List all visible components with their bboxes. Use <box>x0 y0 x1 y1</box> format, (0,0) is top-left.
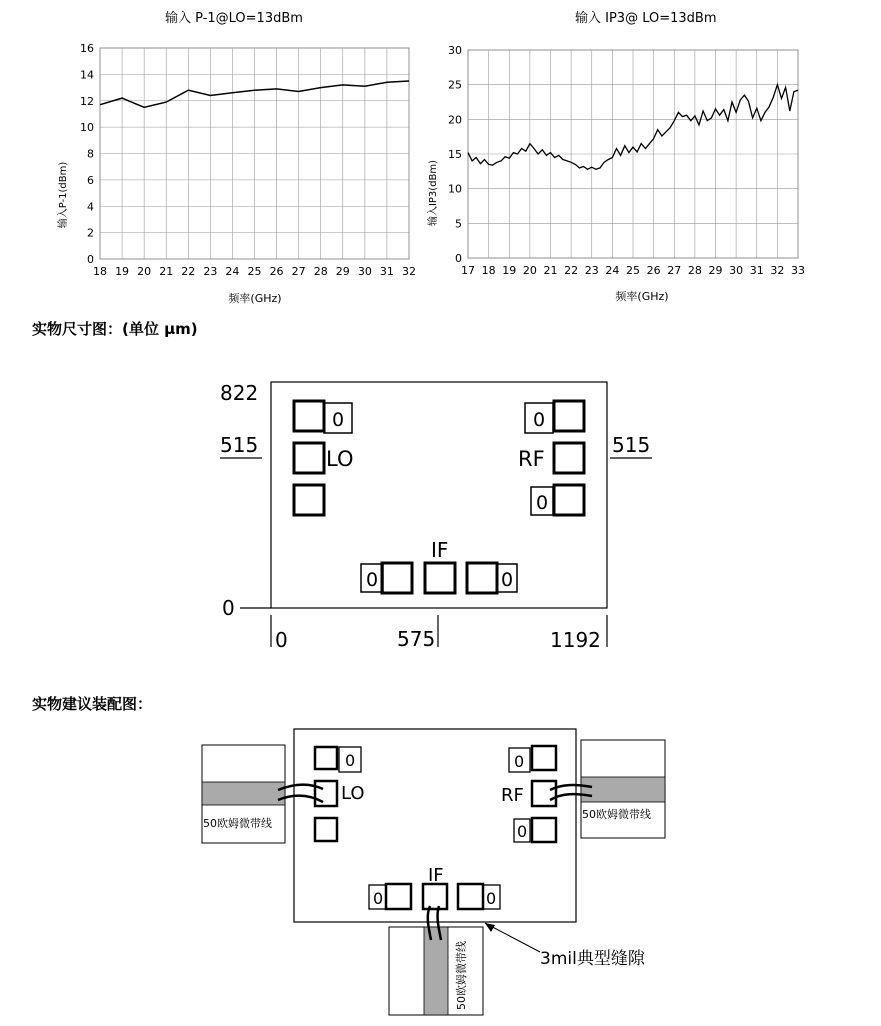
y-tick-label: 0 <box>87 253 94 266</box>
y-tick-label: 20 <box>448 113 462 127</box>
x-tick-label: 23 <box>584 264 599 277</box>
chart2-title: 输入 IP3@ LO=13dBm <box>575 11 717 26</box>
pad-if <box>425 563 455 593</box>
microstrip-line-bottom <box>424 927 448 1015</box>
y-tick-label: 16 <box>80 42 94 55</box>
x-tick-label: 22 <box>564 264 579 277</box>
x-tick-label: 26 <box>646 264 661 277</box>
pad-if-right <box>467 563 497 593</box>
asm-pad-rf-bottom <box>532 818 556 842</box>
pad-if-left <box>382 563 412 593</box>
microstrip-line-right <box>581 777 665 802</box>
y-tick-label: 25 <box>448 78 462 92</box>
x-tick-label: 17 <box>461 264 475 277</box>
x-tick-label: 20 <box>522 264 537 277</box>
chart1-p1db <box>50 40 430 310</box>
cap-rf-bottom-label: 0 <box>536 492 549 514</box>
asm-pad-lo <box>315 781 337 806</box>
y-tick-label: 15 <box>448 148 462 161</box>
section-title-dimensions: 实物尺寸图：(单位 μm) <box>32 320 198 338</box>
dim-y-515-left: 515 <box>220 433 259 457</box>
asm-pad-if-right <box>458 884 483 909</box>
chart1-title: 输入 P-1@LO=13dBm <box>165 11 303 26</box>
chip-outline <box>271 382 607 608</box>
x-tick-label: 26 <box>269 265 284 278</box>
cap-if-left-label: 0 <box>366 569 379 591</box>
y-tick-label: 12 <box>80 94 94 108</box>
asm-label-lo: LO <box>341 783 365 804</box>
x-tick-label: 29 <box>335 265 350 278</box>
x-tick-label: 30 <box>729 264 744 277</box>
asm-cap-if-right-label: 0 <box>486 889 497 908</box>
y-tick-label: 2 <box>87 226 94 240</box>
x-tick-label: 27 <box>667 264 682 277</box>
chart2-xlabel: 频率(GHz) <box>615 290 669 303</box>
chart1-ylabel: 输入P-1(dBm) <box>58 161 69 229</box>
x-tick-label: 19 <box>115 265 130 278</box>
x-tick-label: 23 <box>203 265 218 278</box>
asm-cap-rf-top-label: 0 <box>514 752 525 771</box>
asm-pad-lo-bottom <box>315 818 337 841</box>
gap-note: 3mil典型缝隙 <box>540 949 645 969</box>
pad-rf-top <box>554 401 584 431</box>
x-tick-label: 30 <box>357 265 372 278</box>
x-tick-label: 27 <box>291 265 306 278</box>
microstrip-label-left: 50欧姆微带线 <box>203 817 272 830</box>
x-tick-label: 31 <box>749 264 764 277</box>
x-tick-label: 22 <box>181 265 196 278</box>
microstrip-label-right: 50欧姆微带线 <box>582 808 651 821</box>
x-tick-label: 18 <box>93 265 107 278</box>
dim-x-0: 0 <box>275 628 288 652</box>
cap-if-right-label: 0 <box>501 569 514 591</box>
dim-x-575: 575 <box>397 627 436 651</box>
pad-rf-bottom <box>554 485 584 515</box>
y-tick-label: 8 <box>87 147 94 161</box>
asm-label-rf: RF <box>501 785 524 806</box>
y-tick-label: 10 <box>80 121 94 135</box>
pad-lo-top <box>294 401 324 431</box>
y-tick-label: 0 <box>455 252 462 265</box>
x-tick-label: 29 <box>708 264 723 277</box>
x-tick-label: 32 <box>402 265 416 278</box>
bond-wires <box>278 785 592 940</box>
asm-label-if: IF <box>428 865 444 886</box>
x-tick-label: 28 <box>313 265 328 278</box>
chart2-ip3 <box>420 40 820 310</box>
assembly-drawing <box>190 720 680 1020</box>
x-tick-label: 18 <box>481 264 496 277</box>
microstrip-line-left <box>202 782 285 805</box>
y-tick-label: 10 <box>448 182 462 196</box>
asm-cap-if-left-label: 0 <box>373 889 384 908</box>
pad-lo <box>294 443 324 473</box>
cap-rf-top-label: 0 <box>533 409 546 431</box>
asm-pad-rf <box>532 781 556 806</box>
y-tick-label: 5 <box>455 217 462 231</box>
chart1-xlabel: 频率(GHz) <box>228 292 282 305</box>
dim-y-822: 822 <box>220 381 259 405</box>
y-tick-label: 4 <box>87 200 94 214</box>
pad-rf <box>554 443 584 473</box>
x-tick-label: 31 <box>379 265 394 278</box>
label-if: IF <box>431 538 449 562</box>
asm-pad-lo-top <box>315 747 337 769</box>
y-tick-label: 6 <box>87 173 94 187</box>
dimension-drawing <box>200 370 680 660</box>
cap-lo-label: 0 <box>332 409 345 431</box>
label-lo: LO <box>326 447 354 471</box>
x-tick-label: 21 <box>159 265 174 278</box>
x-tick-label: 20 <box>137 265 152 278</box>
label-rf: RF <box>518 447 545 471</box>
section-title-assembly: 实物建议装配图： <box>32 695 153 713</box>
dim-y-0: 0 <box>222 596 235 620</box>
dim-x-1192: 1192 <box>550 628 601 652</box>
chart2-ylabel: 输入IP3(dBm) <box>428 159 439 227</box>
asm-cap-lo-label: 0 <box>345 751 356 770</box>
x-tick-label: 21 <box>543 264 558 277</box>
x-tick-label: 32 <box>770 264 785 277</box>
y-tick-label: 14 <box>80 68 94 82</box>
y-tick-label: 30 <box>448 44 462 57</box>
dim-y-515-right: 515 <box>612 433 651 457</box>
x-tick-label: 33 <box>791 264 805 277</box>
x-tick-label: 28 <box>687 264 702 277</box>
asm-pad-if-left <box>386 884 411 909</box>
asm-cap-rf-bottom-label: 0 <box>517 822 528 841</box>
x-tick-label: 25 <box>626 264 640 277</box>
asm-pad-rf-top <box>532 746 556 770</box>
x-tick-label: 19 <box>502 264 517 277</box>
x-tick-label: 25 <box>247 265 262 278</box>
x-tick-label: 24 <box>605 264 620 277</box>
microstrip-label-bottom: 50欧姆微带线 <box>455 941 468 1010</box>
x-tick-label: 24 <box>225 265 240 278</box>
pad-lo-bottom <box>294 485 324 515</box>
asm-pad-if <box>423 884 447 909</box>
